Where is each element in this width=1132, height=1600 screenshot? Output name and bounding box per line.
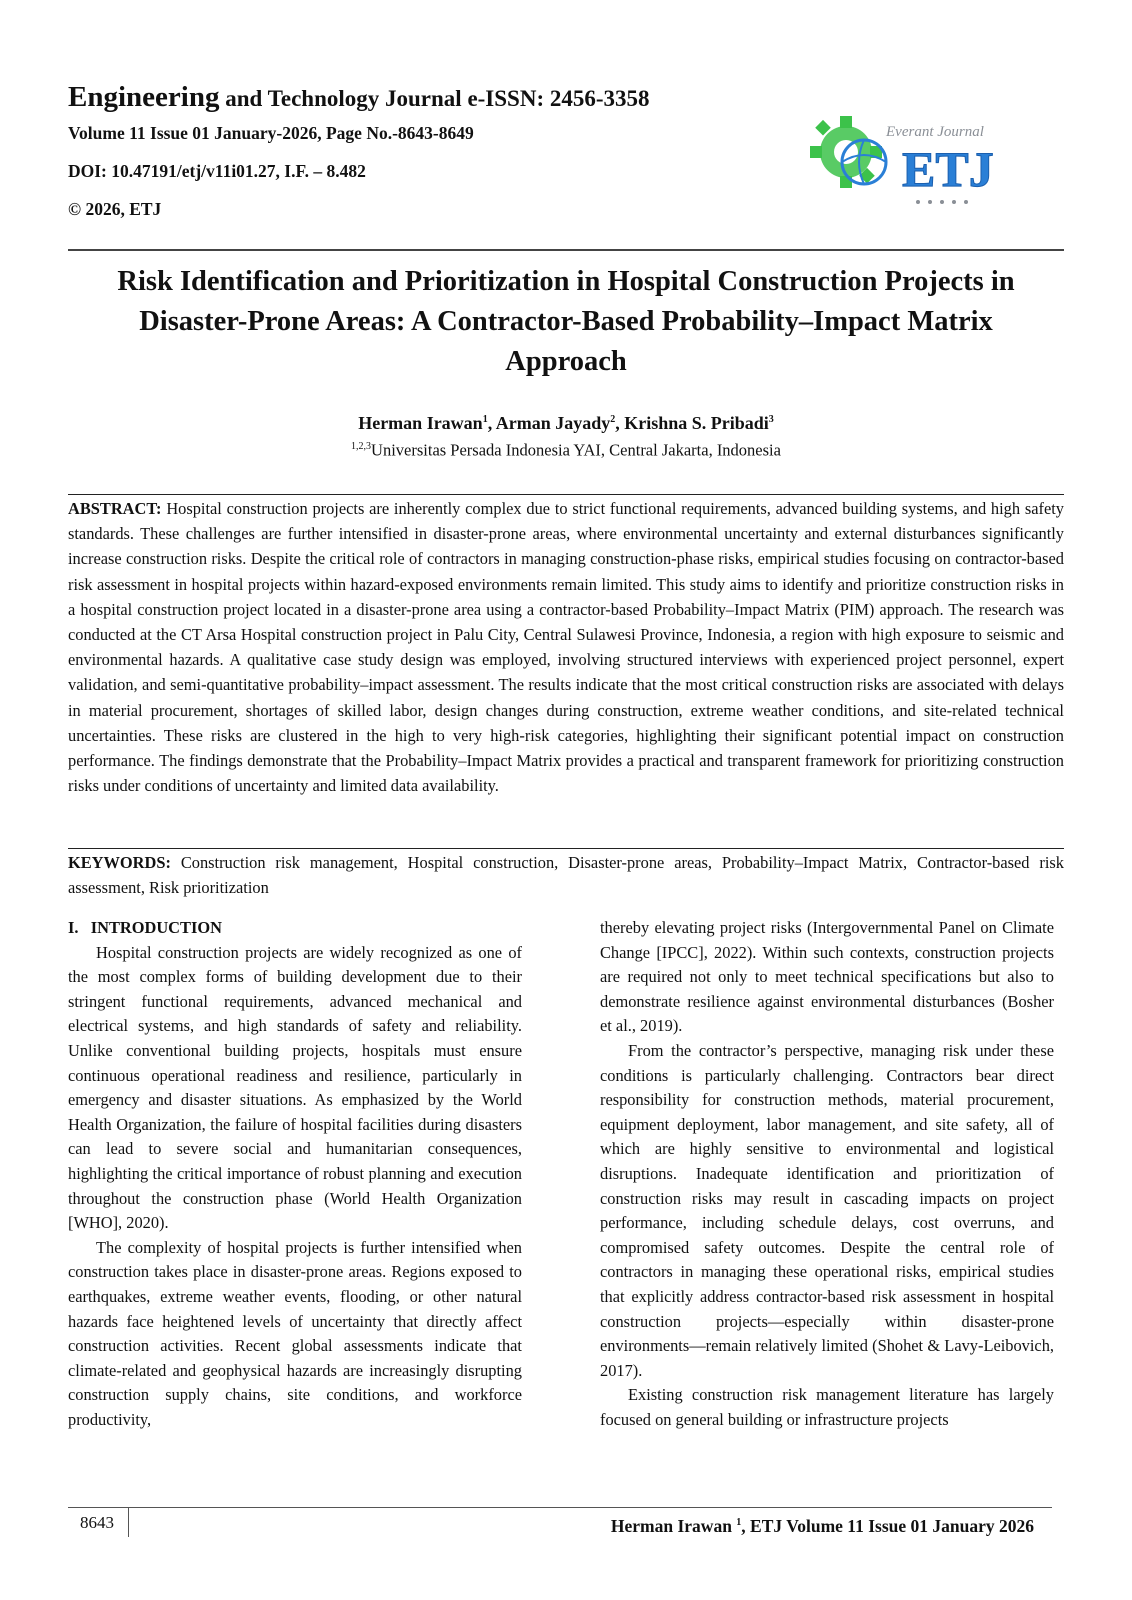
logo-dots [916,200,968,204]
doi-line: DOI: 10.47191/etj/v11i01.27, I.F. – 8.482 [68,161,366,181]
body-paragraph: The complexity of hospital projects is further intensified when construction takes place in disaster-prone areas. Regions exposed to earthquakes, extreme weather events, flooding, or other natural hazards face heightened levels of uncertainty that directly affect construction activities. Recent global assessments indicate that climate-related and geophysical hazards are increasingly disrupting construction supply chains, site conditions, and workforce productivity, [68,1237,522,1429]
author-sep: , [615,413,625,433]
author-sup: 2 [610,414,616,425]
logo-main-text: ETJ [902,141,994,197]
logo-small-text: Everant Journal [886,124,984,140]
author-name: Herman Irawan [358,413,483,433]
abstract [68,496,1064,798]
author-name: Krishna S. Pribadi [624,413,769,433]
affiliation-text: Universitas Persada Indonesia YAI, Central Jakarta, Indonesia [371,440,781,460]
body-paragraph: From the contractor’s perspective, managing risk under these conditions is particularly challenging. Contractors bear direct responsibility for construction methods, material procurement, equipment deployment, labor management, and site safety, all of which are highly sensitive to environmental and logistical disruptions. Inadequate identification and prioritization of construction risks may result in cascading impacts on project performance, including schedule delays, cost overruns, and compromised safety outcomes. Despite the central role of contractors in managing these operational risks, empirical studies that explicitly address contractor-based risk assessment in hospital construction projects—especially within disaster-prone environments—remain relatively limited (Shohet & Lavy-Leibovich, 2017). [600,1040,1054,1380]
body-paragraph: Existing construction risk management literature has largely focused on general building or infrastructure projects [600,1385,1054,1429]
running-sup: 1 [736,1517,742,1528]
section-heading: I. INTRODUCTION [68,918,222,937]
title-line-3: Approach [505,346,627,377]
author-sup: 1 [482,414,488,425]
footer-rule [68,1507,1052,1508]
author-sup: 3 [768,414,774,425]
abstract-top-rule [68,494,1064,495]
author-sep: , [487,413,496,433]
copyright-line: © 2026, ETJ [68,199,162,219]
running-author: Herman Irawan [610,1515,732,1536]
header-divider [68,249,1064,251]
affiliation [0,436,1132,462]
affiliation-sup: 1,2,3 [351,441,372,452]
volume-line: Volume 11 Issue 01 January-2026, Page No.-8643-8649 [68,123,474,143]
journal-header [68,80,828,236]
journal-title-first-word: Engineering [68,81,220,113]
author-name: Arman Jayady [495,413,611,433]
body-paragraph: Hospital construction projects are widely recognized as one of the most complex forms of building development due to their stringent functional requirements, advanced mechanical and electrical systems, and high standards of safety and reliability. Unlike conventional building projects, hospitals must ensure continuous operational readiness and resilience, particularly in emergency and disaster situations. As emphasized by the World Health Organization, the failure of hospital facilities during disasters can lead to severe social and humanitarian consequences, highlighting the critical importance of robust planning and execution throughout the construction phase (World Health Organization [WHO], 2020). [68,942,522,1233]
keywords [68,850,1064,900]
paper-title [70,262,1062,382]
running-footer [611,1511,1034,1538]
body-paragraph: thereby elevating project risks (Intergovernmental Panel on Climate Change [IPCC], 2022). Within such contexts, construction projects are required not only to meet technical specifications but also to demonstrate resilience against environmental disturbances (Bosher et al., 2019). [600,918,1054,1036]
page-number: 8643 [80,1513,114,1532]
title-line-2: Disaster-Prone Areas: A Contractor-Based Probability–Impact Matrix [139,306,993,337]
running-rest: , ETJ Volume 11 Issue 01 January 2026 [741,1515,1034,1536]
abstract-label: ABSTRACT: [68,499,162,518]
keywords-label: KEYWORDS: [68,853,171,872]
journal-title-rest: and Technology Journal e-ISSN: 2456-3358 [225,86,650,111]
etj-logo [806,108,1018,212]
journal-title [68,80,828,116]
abstract-bottom-rule [68,848,1064,849]
title-line-1: Risk Identification and Prioritization in Hospital Construction Projects in [117,266,1015,297]
abstract-text: Hospital construction projects are inherently complex due to strict functional requirements, advanced building systems, and high safety standards. These challenges are further intensified in disaster-prone areas, where environmental uncertainty and external disturbances significantly increase construction risks. Despite the critical role of contractors in managing construction-phase risks, empirical studies focusing on contractor-based risk assessment in hospital projects within hazard-exposed environments remain limited. This study aims to identify and prioritize construction risks in a hospital construction project located in a disaster-prone area using a contractor-based Probability–Impact Matrix (PIM) approach. The research was conducted at the CT Arsa Hospital construction project in Palu City, Central Sulawesi Province, Indonesia, a region with high exposure to seismic and environmental hazards. A qualitative case study design was employed, involving structured interviews with experienced project personnel, expert validation, and semi-quantitative probability–impact assessment. The results indicate that the most critical construction risks are associated with delays in material procurement, shortages of skilled labor, design changes during construction, extreme weather conditions, and site-related technical uncertainties. These risks are clustered in the high to very high-risk categories, highlighting their significant potential impact on construction performance. The findings demonstrate that the Probability–Impact Matrix provides a practical and transparent framework for prioritizing construction risks under conditions of uncertainty and limited data availability. [68,499,1064,796]
body-column-right [600,916,1054,1432]
author-list [0,408,1132,435]
footer-separator [128,1507,129,1537]
keywords-text: Construction risk management, Hospital construction, Disaster-prone areas, Probability–Impact Matrix, Contractor-based risk assessment, Risk prioritization [68,853,1064,897]
body-column-left [68,916,522,1432]
